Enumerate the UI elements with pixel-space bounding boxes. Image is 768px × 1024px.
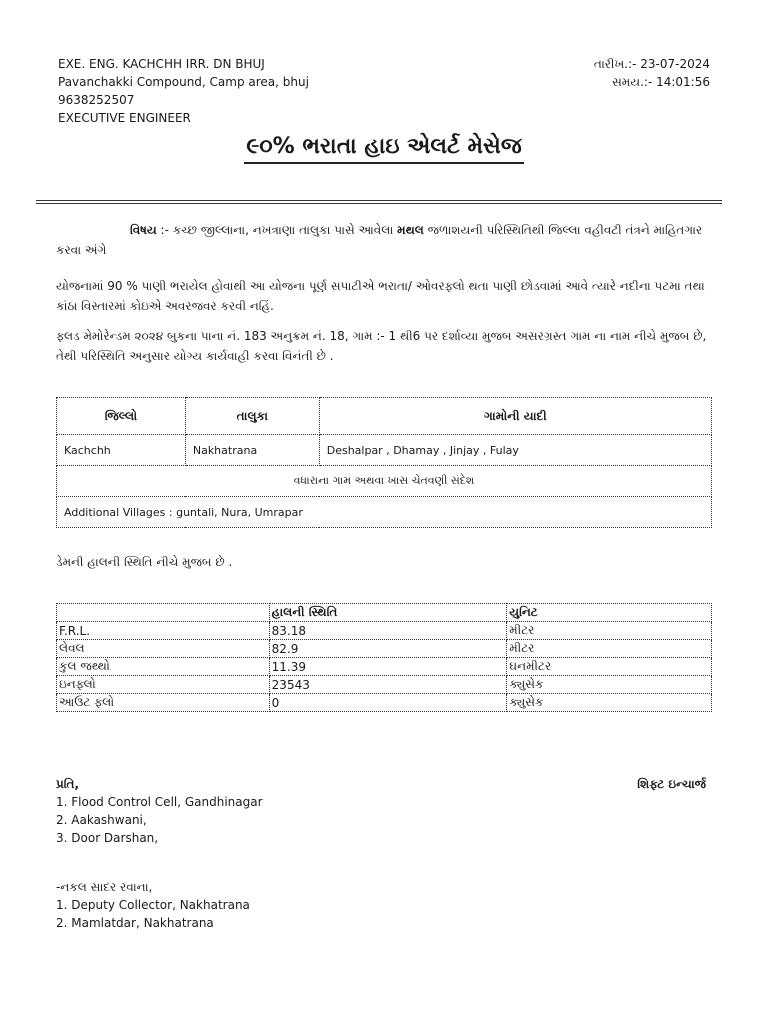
recipient-item: 2. Aakashwani, [56,813,147,827]
column-header: તાલુકા [185,398,319,435]
extra-villages-heading: વધારાના ગામ અથવા ખાસ ચેતવણી સંદેશ [57,466,712,497]
parameter-cell: ઇનફ્લો [57,676,270,694]
column-header: ગામોની યાદી [319,398,711,435]
column-header: યુનિટ [507,604,712,622]
notice-paragraph: યોજનામાં 90 % પાણી ભરાયેલ હોવાથી આ યોજના પૂર્ણ સપાટીએ ભરાતા/ ઓવરફ્લો થતા પાણી છોડવામાં આવે ત્યારે નદીના પટમા તથા કાંઠા વિસ્તારમાં કોઇએ અવરજવર કરવી નહિં. [56,279,705,313]
title-text: ૯૦% ભરાતા હાઇ એલર્ટ મેસેજ [244,134,523,164]
value-cell: 23543 [269,676,507,694]
villages-cell: Deshalpar , Dhamay , Jinjay , Fulay [319,435,711,466]
date-text: તારીખ.:- 23-07-2024 [593,57,710,71]
parameter-cell: આઉટ ફ્લો [57,694,270,712]
table-header-row [57,604,712,622]
column-header [57,604,270,622]
parameter-cell: કુલ જથ્થો [57,658,270,676]
subject-label: વિષય [130,223,157,237]
recipients-label: પ્રતિ, [56,777,80,791]
page-title [0,134,768,159]
table-row [57,658,712,676]
divider-line [36,203,722,204]
value-cell: 82.9 [269,640,507,658]
unit-cell: ઘનમીટર [507,658,712,676]
unit-cell: મીટર [507,622,712,640]
dam-name: મથલ [397,223,424,237]
recipients-block [56,775,263,847]
copy-to-item: 2. Mamlatdar, Nakhatrana [56,916,214,930]
memorandum-paragraph: ફ્લડ મેમોરેન્ડમ ૨૦૨૪ બુકના પાના નં. 183 અનુક્રમ નં. 18, ગામ :- 1 થી6 પર દર્શાવ્યા મુજબ અસરગ્રસ્ત ગામ ના નામ નીચે મુજબ છે, તેથી પરિસ્થિતિ અનુસાર યોગ્ય કાર્યવાહી કરવા વિનંતી છે . [56,329,707,363]
copy-to-item: 1. Deputy Collector, Nakhatrana [56,898,250,912]
value-cell: 0 [269,694,507,712]
office-address: Pavanchakki Compound, Camp area, bhuj [58,75,309,89]
dam-status-table [56,603,712,712]
recipient-item: 3. Door Darshan, [56,831,159,845]
table-row [57,676,712,694]
table-row [57,466,712,497]
parameter-cell: F.R.L. [57,622,270,640]
unit-cell: ક્યુસેક [507,694,712,712]
subject-text-1: :- કચ્છ જીલ્લાના, નખત્રાણા તાલુકા પાસે આવેલા [156,223,398,237]
subject-paragraph [56,220,716,260]
unit-cell: ક્યુસેક [507,676,712,694]
table-row [57,622,712,640]
date-time-block [594,55,710,91]
column-header: હાલની સ્થિતિ [269,604,507,622]
divider-line [36,200,722,201]
office-designation: EXECUTIVE ENGINEER [58,111,191,125]
office-name: EXE. ENG. KACHCHH IRR. DN BHUJ [58,57,265,71]
district-cell: Kachchh [57,435,186,466]
value-cell: 11.39 [269,658,507,676]
villages-table [56,397,712,528]
table-header-row [57,398,712,435]
status-intro: ડેમની હાલની સ્થિતિ નીચે મુજબ છે . [56,555,233,569]
parameter-cell: લેવલ [57,640,270,658]
table-row [57,694,712,712]
additional-villages-cell: Additional Villages : guntali, Nura, Umrapar [57,497,712,528]
copy-to-label: -નકલ સાદર રવાના, [56,880,153,894]
copy-to-block [56,878,250,932]
value-cell: 83.18 [269,622,507,640]
taluka-cell: Nakhatrana [185,435,319,466]
subject-text-2: જળાશયની પરિસ્થિતિથી જિલ્લા વહીવટી તંત્રને માહિતગાર કરવા અંગે [56,223,703,257]
table-row [57,640,712,658]
column-header: જિલ્લો [57,398,186,435]
table-row [57,435,712,466]
office-phone: 9638252507 [58,93,135,107]
signature-label: શિફ્ટ ઇન્ચાર્જ [637,777,706,791]
time-text: સમય.:- 14:01:56 [612,75,710,89]
unit-cell: મીટર [507,640,712,658]
office-header [58,55,309,127]
recipient-item: 1. Flood Control Cell, Gandhinagar [56,795,263,809]
table-row [57,497,712,528]
